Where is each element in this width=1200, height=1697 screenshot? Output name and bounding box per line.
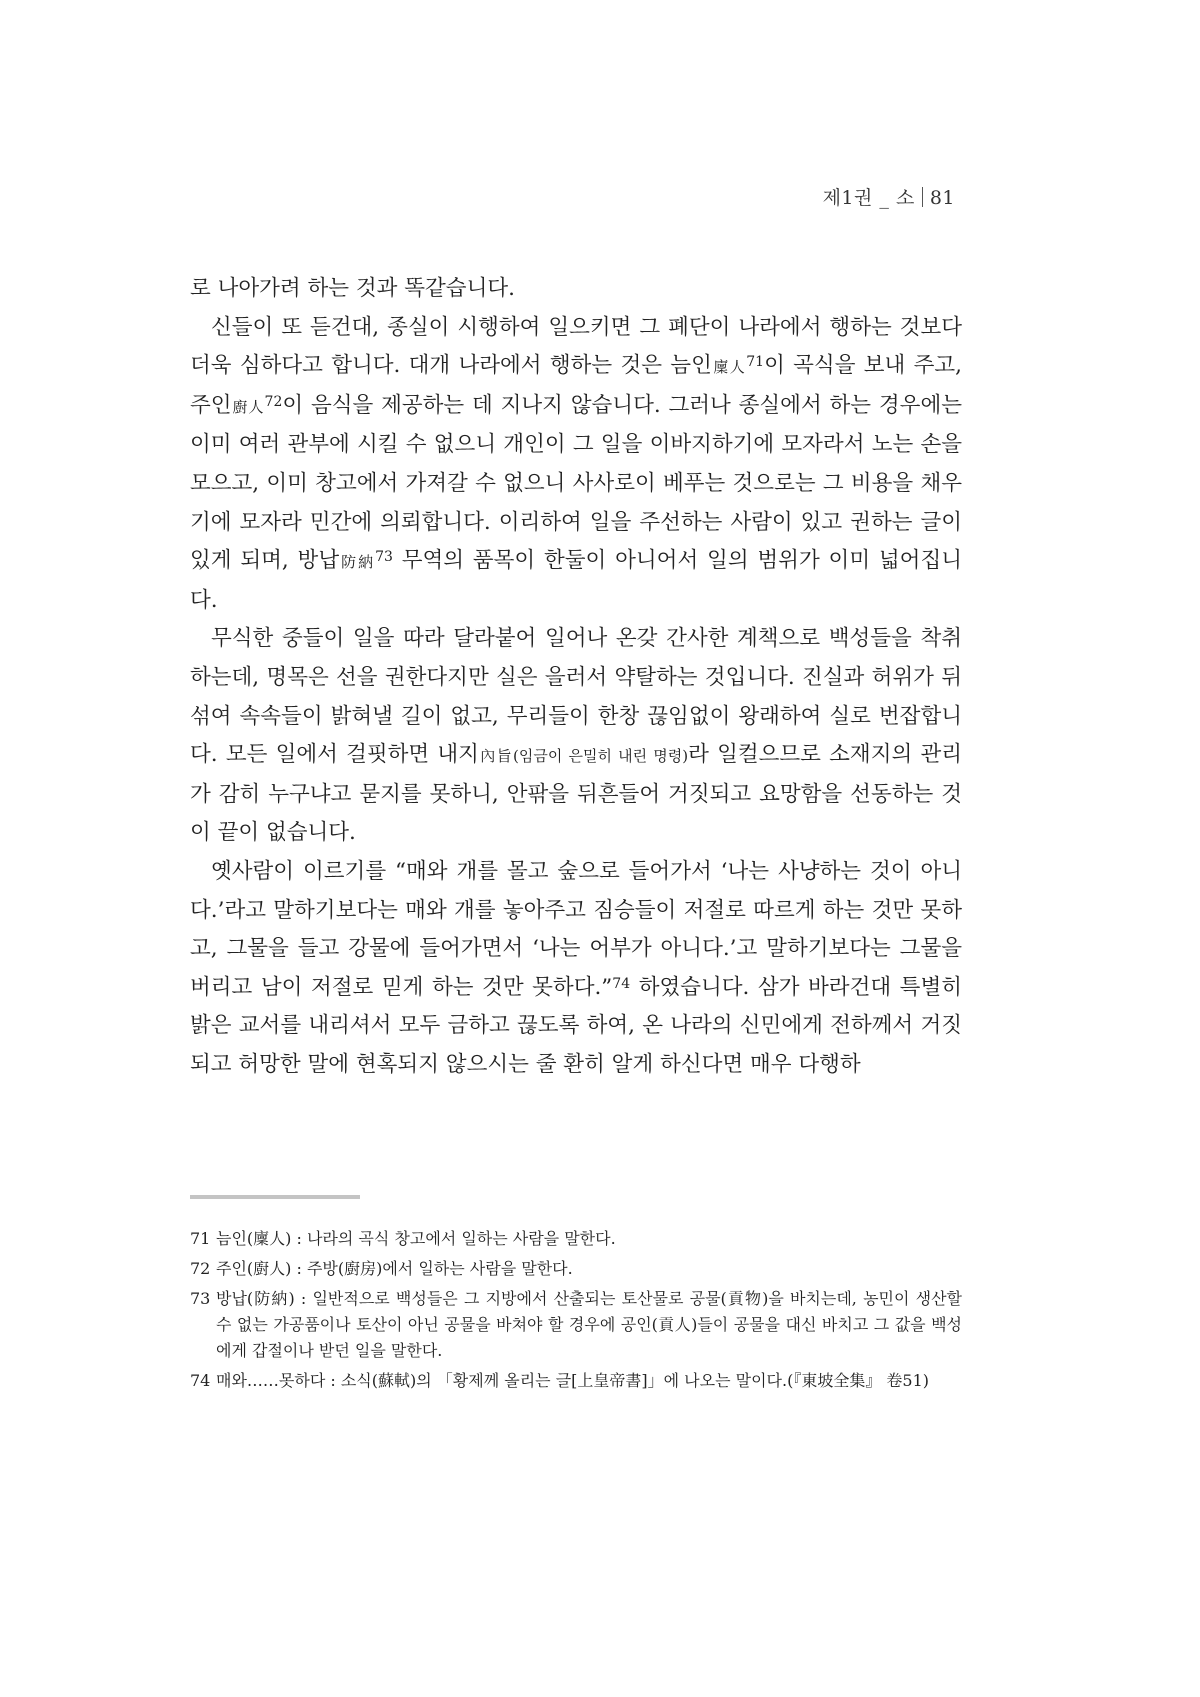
footnote-text: 방납(防納) : 일반적으로 백성들은 그 지방에서 산출되는 토산물로 공물(貢物)을 바치는데, 농민이 생산할 수 없는 가공품이나 토산이 아닌 공물을 바쳐야 할 경우에 공인(貢人)들이 공물을 대신 바치고 그 값을 백성에게 갑절이나 받던 일을 말한다. — [216, 1289, 962, 1360]
footnote-number: 71 — [190, 1229, 211, 1248]
running-header — [823, 183, 955, 210]
footnote-text: 늠인(廩人) : 나라의 곡식 창고에서 일하는 사람을 말한다. — [216, 1229, 616, 1248]
footnote-72 — [190, 1256, 962, 1282]
footnote-number: 72 — [190, 1259, 211, 1278]
footnote-text: 주인(廚人) : 주방(廚房)에서 일하는 사람을 말한다. — [216, 1259, 573, 1278]
header-divider — [922, 187, 923, 207]
body-text — [190, 270, 962, 1084]
hanja-term: 防納 — [339, 553, 376, 572]
footnote-74 — [190, 1368, 962, 1394]
footnotes — [190, 1226, 962, 1398]
footnote-divider — [190, 1195, 360, 1199]
paragraph-3: 옛사람이 이르기를 “매와 개를 몰고 숲으로 들어가서 ‘나는 사냥하는 것이 아니다.’라고 말하기보다는 매와 개를 놓아주고 짐승들이 저절로 따르게 하는 것만 못하고, 그물을 들고 강물에 들어가면서 ‘나는 어부가 아니다.’고 말하기보다는 그물을 버리고 남이 저절로 믿게 하는 것만 못하다.”$^{74}$ 하였습니다. 삼가 바라건대 특별히 밝은 교서를 내리셔서 모두 금하고 끊도록 하여, 온 나라의 신민에게 전하께서 거짓되고 허망한 말에 현혹되지 않으시는 줄 환히 알게 하신다면 매우 다행하 — [190, 858, 962, 1077]
footnote-ref-72[interactable]: 72 — [264, 393, 283, 410]
footnote-text: 매와……못하다 : 소식(蘇軾)의 「황제께 올리는 글[上皇帝書]」에 나오는 말이다.(『東坡全集』 卷51) — [216, 1371, 930, 1390]
footnote-73 — [190, 1286, 962, 1364]
footnote-ref-74[interactable]: 74 — [612, 975, 631, 992]
hanja-gloss: 內旨(임금이 은밀히 내린 명령) — [478, 747, 689, 766]
header-section: _ 소 — [879, 187, 915, 209]
footnote-ref-71[interactable]: 71 — [746, 354, 765, 371]
footnote-number: 73 — [190, 1289, 211, 1308]
page-number: 81 — [929, 187, 955, 209]
paragraph-1: 신들이 또 듣건대, 종실이 시행하여 일으키면 그 폐단이 나라에서 행하는 것보다 더욱 심하다고 합니다. 대개 나라에서 행하는 것은 늠인廩人$^{71}$이 곡식을 보내 주고, 주인廚人$^{72}$이 음식을 제공하는 데 지나지 않습니다. 그러나 종실에서 하는 경우에는 이미 여러 관부에 시킬 수 없으니 개인이 그 일을 이바지하기에 모자라서 노는 손을 모으고, 이미 창고에서 가져갈 수 없으니 사사로이 베푸는 것으로는 그 비용을 채우기에 모자라 민간에 의뢰합니다. 이리하여 일을 주선하는 사람이 있고 권하는 글이 있게 되며, 방납防納$^{73}$ 무역의 품목이 한둘이 아니어서 일의 범위가 이미 넓어집니다. — [190, 314, 962, 613]
paragraph-continuation: 로 나아가려 하는 것과 똑같습니다. — [190, 276, 515, 301]
header-volume: 제1권 — [822, 187, 873, 209]
footnote-ref-73[interactable]: 73 — [375, 549, 393, 566]
hanja-term: 廩人 — [711, 358, 747, 377]
footnote-71 — [190, 1226, 962, 1252]
hanja-term: 廚人 — [231, 397, 265, 416]
footnote-number: 74 — [190, 1371, 211, 1390]
paragraph-2: 무식한 중들이 일을 따라 달라붙어 일어나 온갖 간사한 계책으로 백성들을 착취하는데, 명목은 선을 권한다지만 실은 을러서 약탈하는 것입니다. 진실과 허위가 뒤섞여 속속들이 밝혀낼 길이 없고, 무리들이 한창 끊임없이 왕래하여 실로 번잡합니다. 모든 일에서 걸핏하면 내지內旨(임금이 은밀히 내린 명령)라 일컬으므로 소재지의 관리가 감히 누구냐고 묻지를 못하니, 안팎을 뒤흔들어 거짓되고 요망함을 선동하는 것이 끝이 없습니다. — [190, 626, 962, 846]
